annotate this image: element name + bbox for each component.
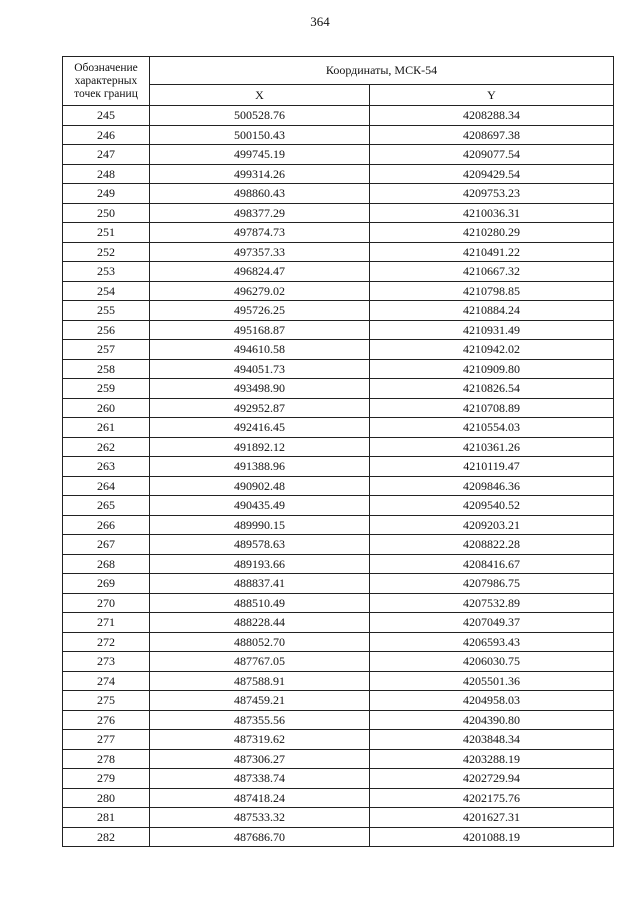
x-coordinate-cell: 487588.91: [150, 671, 370, 691]
point-id-cell: 255: [63, 301, 150, 321]
y-coordinate-cell: 4208416.67: [370, 554, 614, 574]
x-coordinate-cell: 490902.48: [150, 476, 370, 496]
y-coordinate-cell: 4209540.52: [370, 496, 614, 516]
y-coordinate-cell: 4206593.43: [370, 632, 614, 652]
y-coordinate-cell: 4208697.38: [370, 125, 614, 145]
x-coordinate-cell: 487459.21: [150, 691, 370, 711]
point-id-cell: 251: [63, 223, 150, 243]
y-coordinate-cell: 4209753.23: [370, 184, 614, 204]
table-row: [63, 652, 614, 672]
table-row: [63, 476, 614, 496]
x-coordinate-cell: 491388.96: [150, 457, 370, 477]
table-row: [63, 827, 614, 847]
table-row: [63, 340, 614, 360]
x-coordinate-cell: 487306.27: [150, 749, 370, 769]
x-coordinate-cell: 496824.47: [150, 262, 370, 282]
table-row: [63, 125, 614, 145]
point-id-cell: 267: [63, 535, 150, 555]
y-coordinate-cell: 4210667.32: [370, 262, 614, 282]
table-row: [63, 262, 614, 282]
point-id-cell: 260: [63, 398, 150, 418]
y-coordinate-cell: 4201088.19: [370, 827, 614, 847]
point-id-cell: 247: [63, 145, 150, 165]
point-id-cell: 264: [63, 476, 150, 496]
y-coordinate-cell: 4207532.89: [370, 593, 614, 613]
x-coordinate-cell: 487533.32: [150, 808, 370, 828]
table-row: [63, 535, 614, 555]
table-row: [63, 808, 614, 828]
point-label-header: Обозначение характерных точек границ: [63, 57, 150, 106]
point-id-cell: 248: [63, 164, 150, 184]
point-id-cell: 282: [63, 827, 150, 847]
x-coordinate-cell: 490435.49: [150, 496, 370, 516]
x-coordinate-cell: 500528.76: [150, 106, 370, 126]
y-coordinate-cell: 4209429.54: [370, 164, 614, 184]
point-id-cell: 271: [63, 613, 150, 633]
y-coordinate-cell: 4208822.28: [370, 535, 614, 555]
x-coordinate-cell: 500150.43: [150, 125, 370, 145]
y-coordinate-cell: 4210361.26: [370, 437, 614, 457]
y-coordinate-cell: 4205501.36: [370, 671, 614, 691]
y-coordinate-cell: 4204390.80: [370, 710, 614, 730]
table-row: [63, 242, 614, 262]
point-id-cell: 259: [63, 379, 150, 399]
point-id-cell: 254: [63, 281, 150, 301]
point-id-cell: 276: [63, 710, 150, 730]
x-coordinate-cell: 489193.66: [150, 554, 370, 574]
point-id-cell: 281: [63, 808, 150, 828]
x-coordinate-cell: 495726.25: [150, 301, 370, 321]
x-coordinate-cell: 487355.56: [150, 710, 370, 730]
y-coordinate-cell: 4203848.34: [370, 730, 614, 750]
x-coordinate-cell: 494610.58: [150, 340, 370, 360]
point-id-cell: 275: [63, 691, 150, 711]
point-id-cell: 279: [63, 769, 150, 789]
table-row: [63, 788, 614, 808]
x-coordinate-cell: 491892.12: [150, 437, 370, 457]
table-row: [63, 320, 614, 340]
y-coordinate-cell: 4202729.94: [370, 769, 614, 789]
y-coordinate-cell: 4209203.21: [370, 515, 614, 535]
table-row: [63, 574, 614, 594]
y-coordinate-cell: 4210036.31: [370, 203, 614, 223]
y-coordinate-cell: 4210554.03: [370, 418, 614, 438]
x-coordinate-cell: 492952.87: [150, 398, 370, 418]
table-row: [63, 691, 614, 711]
point-id-cell: 265: [63, 496, 150, 516]
x-coordinate-cell: 487418.24: [150, 788, 370, 808]
table-row: [63, 301, 614, 321]
x-coordinate-cell: 487686.70: [150, 827, 370, 847]
y-coordinate-cell: 4207049.37: [370, 613, 614, 633]
table-row: [63, 223, 614, 243]
y-coordinate-cell: 4210491.22: [370, 242, 614, 262]
page-number: 364: [310, 14, 330, 29]
y-coordinate-cell: 4206030.75: [370, 652, 614, 672]
point-id-cell: 249: [63, 184, 150, 204]
y-coordinate-cell: 4202175.76: [370, 788, 614, 808]
point-id-cell: 280: [63, 788, 150, 808]
y-coordinate-cell: 4210931.49: [370, 320, 614, 340]
table-row: [63, 769, 614, 789]
x-coordinate-cell: 495168.87: [150, 320, 370, 340]
y-coordinate-cell: 4210119.47: [370, 457, 614, 477]
point-id-cell: 274: [63, 671, 150, 691]
x-coordinate-cell: 488228.44: [150, 613, 370, 633]
table-row: [63, 632, 614, 652]
x-coordinate-cell: 496279.02: [150, 281, 370, 301]
y-coordinate-cell: 4204958.03: [370, 691, 614, 711]
y-coordinate-cell: 4210942.02: [370, 340, 614, 360]
point-id-cell: 258: [63, 359, 150, 379]
table-body: [63, 106, 614, 847]
y-coordinate-cell: 4207986.75: [370, 574, 614, 594]
x-coordinate-cell: 492416.45: [150, 418, 370, 438]
point-id-cell: 268: [63, 554, 150, 574]
x-coordinate-cell: 497874.73: [150, 223, 370, 243]
table-row: [63, 671, 614, 691]
coordinates-table: [62, 56, 614, 847]
table-row: [63, 145, 614, 165]
table-row: [63, 515, 614, 535]
x-coordinate-cell: 488510.49: [150, 593, 370, 613]
y-coordinate-cell: 4203288.19: [370, 749, 614, 769]
y-coordinate-cell: 4210884.24: [370, 301, 614, 321]
table-row: [63, 164, 614, 184]
point-id-cell: 270: [63, 593, 150, 613]
y-coordinate-cell: 4208288.34: [370, 106, 614, 126]
x-coordinate-cell: 487338.74: [150, 769, 370, 789]
point-id-cell: 269: [63, 574, 150, 594]
y-coordinate-cell: 4210909.80: [370, 359, 614, 379]
point-id-cell: 272: [63, 632, 150, 652]
y-coordinate-cell: 4201627.31: [370, 808, 614, 828]
table-row: [63, 379, 614, 399]
table-row: [63, 710, 614, 730]
point-id-cell: 253: [63, 262, 150, 282]
x-coordinate-cell: 488837.41: [150, 574, 370, 594]
x-coordinate-cell: 498860.43: [150, 184, 370, 204]
point-id-cell: 277: [63, 730, 150, 750]
point-id-cell: 250: [63, 203, 150, 223]
table-row: [63, 554, 614, 574]
x-coordinate-cell: 499745.19: [150, 145, 370, 165]
point-id-cell: 246: [63, 125, 150, 145]
x-coordinate-cell: 489578.63: [150, 535, 370, 555]
table-header: [63, 57, 614, 106]
y-coordinate-cell: 4209077.54: [370, 145, 614, 165]
x-coordinate-cell: 497357.33: [150, 242, 370, 262]
x-coordinate-cell: 494051.73: [150, 359, 370, 379]
point-id-cell: 266: [63, 515, 150, 535]
coordinates-group-header: Координаты, МСК-54: [150, 57, 614, 85]
table-row: [63, 203, 614, 223]
point-id-cell: 252: [63, 242, 150, 262]
x-coordinate-cell: 499314.26: [150, 164, 370, 184]
x-column-header: X: [150, 85, 370, 106]
y-coordinate-cell: 4210826.54: [370, 379, 614, 399]
table-row: [63, 184, 614, 204]
y-coordinate-cell: 4210280.29: [370, 223, 614, 243]
point-id-cell: 257: [63, 340, 150, 360]
point-id-cell: 245: [63, 106, 150, 126]
y-column-header: Y: [370, 85, 614, 106]
table-row: [63, 613, 614, 633]
y-coordinate-cell: 4209846.36: [370, 476, 614, 496]
table-row: [63, 457, 614, 477]
x-coordinate-cell: 487319.62: [150, 730, 370, 750]
table-row: [63, 398, 614, 418]
table-row: [63, 359, 614, 379]
y-coordinate-cell: 4210708.89: [370, 398, 614, 418]
x-coordinate-cell: 498377.29: [150, 203, 370, 223]
table-row: [63, 730, 614, 750]
table-row: [63, 281, 614, 301]
table-row: [63, 749, 614, 769]
point-id-cell: 273: [63, 652, 150, 672]
table-row: [63, 418, 614, 438]
x-coordinate-cell: 493498.90: [150, 379, 370, 399]
point-id-cell: 262: [63, 437, 150, 457]
table-row: [63, 496, 614, 516]
x-coordinate-cell: 488052.70: [150, 632, 370, 652]
point-id-cell: 263: [63, 457, 150, 477]
table-row: [63, 437, 614, 457]
x-coordinate-cell: 489990.15: [150, 515, 370, 535]
point-id-cell: 256: [63, 320, 150, 340]
table-row: [63, 593, 614, 613]
table-row: [63, 106, 614, 126]
y-coordinate-cell: 4210798.85: [370, 281, 614, 301]
point-id-cell: 278: [63, 749, 150, 769]
point-id-cell: 261: [63, 418, 150, 438]
x-coordinate-cell: 487767.05: [150, 652, 370, 672]
